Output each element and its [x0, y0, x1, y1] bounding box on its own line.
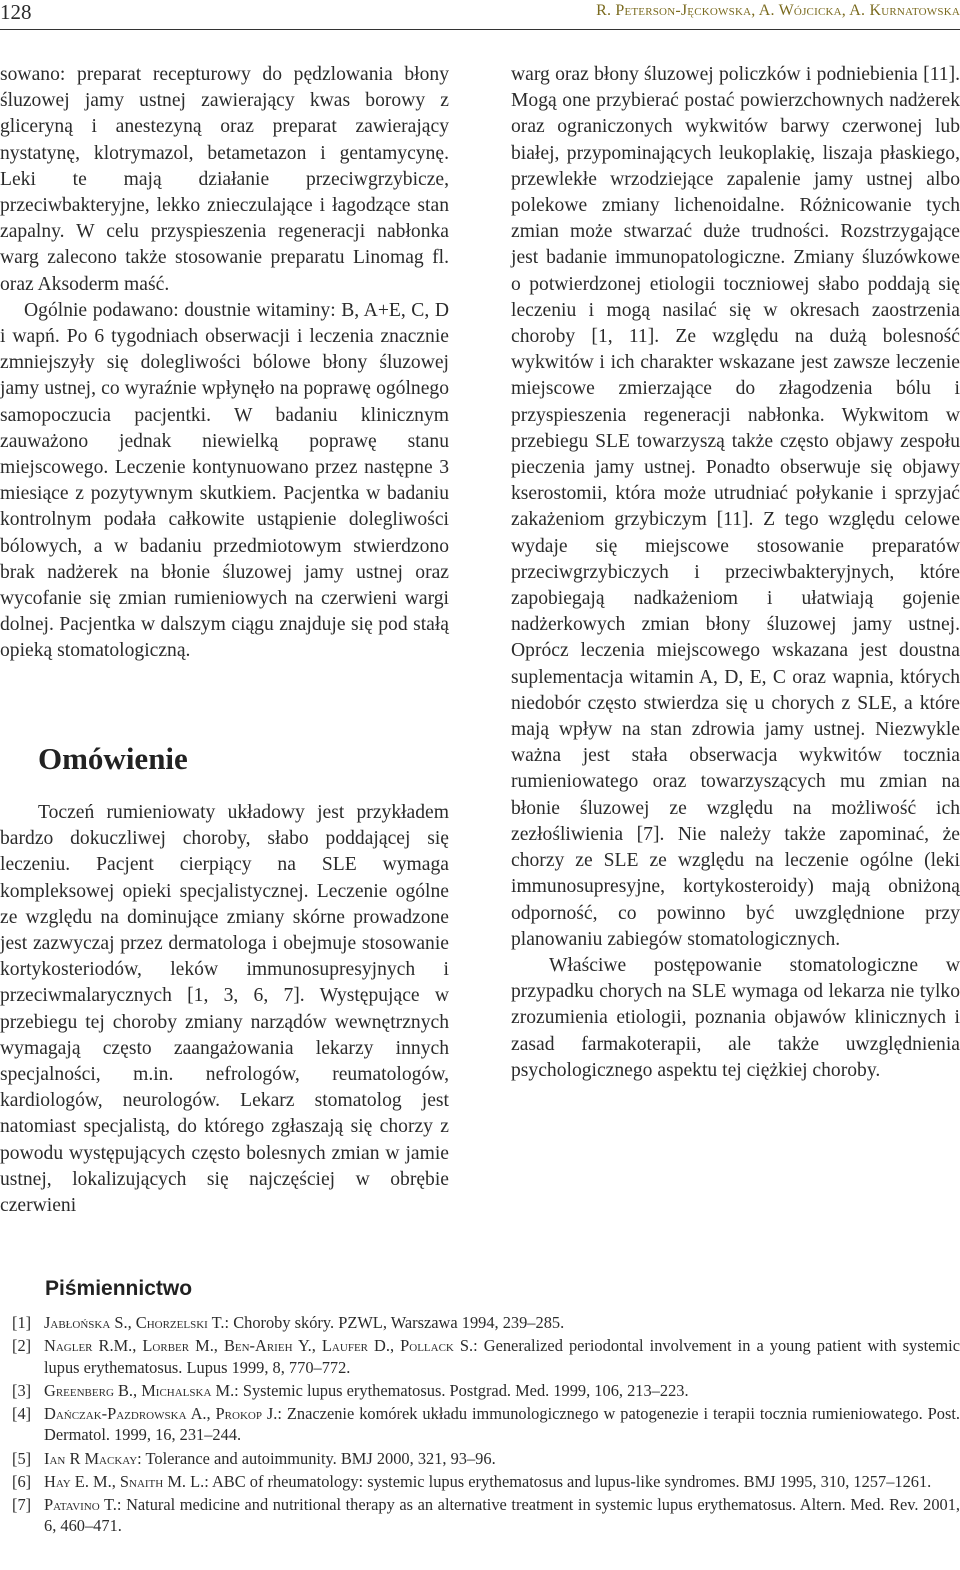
reference-authors: Patavino T.:: [44, 1494, 122, 1514]
running-head-authors: R. Peterson-Jęckowska, A. Wójcicka, A. Kurnatowska: [596, 2, 960, 19]
reference-number: [1]: [12, 1313, 32, 1332]
reference-authors: Nagler R.M., Lorber M., Ben-Arieh Y., Laufer D., Pollack S.:: [44, 1336, 478, 1356]
case-outcome-paragraph: Ogólnie podawano: doustnie witaminy: B, A+E, C, D i wapń. Po 6 tygodniach obserwacji i leczenia znacznie zmniejszyły się dolegliwości bólowe błony śluzowej jamy ustnej, co wyraźnie wpłynęło na poprawę ogólnego samopoczucia pacjentki. W badaniu klinicznym zauważono jednak niewielką poprawę stanu miejscowego. Leczenie kontynuowano przez następne 3 miesiące z pozytywnym skutkiem. Pacjentka w badaniu kontrolnym podała całkowite ustąpienie dolegliwości bólowych, a w badaniu przedmiotowym stwierdzono brak nadżerek na błonie śluzowej jamy ustnej oraz wycofanie się zmian rumieniowych na czerwieni wargi dolnej. Pacjentka w dalszym ciągu znajduje się pod stałą opieką stomatologiczną.: [0, 299, 449, 662]
reference-item: [0, 1403, 960, 1446]
page-number: 128: [0, 0, 32, 24]
discussion-paragraph: Toczeń rumieniowaty układowy jest przykładem bardzo dokuczliwej choroby, słabo poddającej się leczeniu. Pacjent cierpiący na SLE wymaga kompleksowej opieki specjalistycznej. Leczenie ogólne ze względu na dominujące zmiany skórne prowadzone jest zazwyczaj przez dermatologa i obejmuje stosowanie kortykosteriodów, leków immunosupresyjnych i przeciwmalarycznych [1, 3, 6, 7]. Występujące w przebiegu tej choroby zmiany narządów wewnętrznych wymagają często zaangażowania lekarzy innych specjalności, m.in. nefrologów, reumatologów, kardiologów, neurologów. Lekarz stomatolog jest natomiast specjalistą, do którego zgłaszają się chorzy z powodu występujących często bolesnych zmian w jamie ustnej, lokalizujących się najczęściej w obrębie czerwieni: [0, 802, 449, 1217]
reference-authors: Dańczak-Pazdrowska A., Prokop J.:: [44, 1403, 282, 1423]
conclusion-paragraph: Właściwe postępowanie stomatologiczne w przypadku chorych na SLE wymaga od lekarza nie tylko zrozumienia etiologii, poznania objawów klinicznych i zasad farmakoterapii, ale także uwzględnienia psychologicznego aspektu tej ciężkiej choroby.: [511, 954, 960, 1081]
references-list: [0, 1312, 960, 1538]
reference-item: [0, 1380, 960, 1402]
reference-number: [5]: [12, 1448, 32, 1468]
reference-authors: Hay E. M., Snaith M. L.:: [44, 1471, 209, 1491]
reference-authors: Greenberg B., Michalska M.:: [44, 1380, 239, 1400]
right-column-body: [511, 62, 960, 1084]
section-heading-discussion: Omówienie: [38, 741, 188, 776]
reference-authors: Ian R Mackay:: [44, 1448, 142, 1468]
reference-details: Znaczenie komórek układu immunologicznego w patogenezie i terapii tocznia rumieniowatego. Post. Dermatol. 1999, 16, 231–244.: [44, 1403, 960, 1445]
reference-details: Tolerance and autoimmunity. BMJ 2000, 321, 93–96.: [145, 1448, 496, 1468]
reference-number: [3]: [12, 1380, 32, 1400]
page-header: [0, 0, 960, 30]
reference-item: [0, 1448, 960, 1470]
reference-details: Natural medicine and nutritional therapy as an alternative treatment in systemic lupus erythematosus. Altern. Med. Rev. 2001, 6, 460–471.: [44, 1494, 960, 1536]
reference-number: [7]: [12, 1494, 32, 1514]
left-column-body: [0, 62, 449, 665]
reference-item: [0, 1494, 960, 1537]
discussion-body: [0, 800, 449, 1219]
reference-authors: Jabłońska S., Chorzelski T.:: [44, 1313, 230, 1332]
reference-details: ABC of rheumatology: systemic lupus erythematosus and lupus-like syndromes. BMJ 1995, 310, 1257–1261.: [211, 1471, 932, 1491]
reference-item: [0, 1312, 960, 1334]
reference-number: [4]: [12, 1403, 32, 1423]
reference-details: Choroby skóry. PZWL, Warszawa 1994, 239–285.: [233, 1313, 565, 1332]
reference-item: [0, 1471, 960, 1493]
case-treatment-paragraph: sowano: preparat recepturowy do pędzlowania błony śluzowej jamy ustnej zawierający kwas borowy z gliceryną i anestezyną oraz preparat zawierający nystatynę, klotrymazol, betametazon i gentamycynę. Leki te mają działanie przeciwgrzybicze, przeciwbakteryjne, lekko znieczulające i łagodzące stan zapalny. W celu przyspieszenia regeneracji nabłonka warg zalecono także stosowanie preparatu Linomag fl. oraz Aksoderm maść.: [0, 64, 449, 295]
reference-details: Systemic lupus erythematosus. Postgrad. Med. 1999, 106, 213–223.: [242, 1380, 689, 1400]
reference-number: [6]: [12, 1471, 32, 1491]
reference-details: Generalized periodontal involvement in a young patient with systemic lupus erythematosus. Lupus 1999, 8, 770–772.: [44, 1336, 960, 1377]
right-column-paragraph: warg oraz błony śluzowej policzków i podniebienia [11]. Mogą one przybierać postać powierzchownych nadżerek oraz ograniczonych wykwitów barwy czerwonej lub białej, przypominających leukoplakię, liszaja płaskiego, przewlekłe wrzodziejące zapalenie jamy ustnej albo polekowe zmiany lichenoidalne. Różnicowanie tych zmian może stwarzać duże trudności. Rozstrzygające jest badanie immunopatologiczne. Zmiany śluzówkowe o potwierdzonej etiologii toczniowej słabo poddają się leczeniu i mogą nasilać się w okresach zaostrzenia choroby [1, 11]. Ze względu na dużą bolesność wykwitów i ich charakter wskazane jest zawsze leczenie miejscowe zmierzające do złagodzenia bólu i przyspieszenia regeneracji nabłonka. Wykwitom w przebiegu SLE towarzyszą także często objawy zespołu pieczenia jamy ustnej. Ponadto obserwuje się objawy kserostomii, która może utrudniać połykanie i sprzyjać zakażeniom grzybiczym [11]. Z tego względu celowe wydaje się miejscowe stosowanie preparatów przeciwgrzybiczych i przeciwbakteryjnych, które zapobiegają nadkażeniom i ułatwiają gojenie nadżerkowych zmian błony śluzowej jamy ustnej. Oprócz leczenia miejscowego wskazana jest doustna suplementacja witamin A, D, E, C oraz wapnia, których niedobór często stwierdza się u chorych z SLE, a które mają wpływ na stan zdrowia jamy ustnej. Niezwykle ważna jest stała obserwacja wykwitów tocznia rumieniowatego oraz towarzyszących mu zmian na błonie śluzowej ze względu na możliwość ich zezłośliwienia [7]. Nie należy także zapominać, że chorzy ze SLE ze względu na leczenie ogólne (leki immunosupresyjne, kortykosteroidy) mają obniżoną odporność, co powinno być uwzględnione przy planowaniu zabiegów stomatologicznych.: [511, 64, 960, 950]
references-heading: Piśmiennictwo: [45, 1277, 193, 1300]
reference-item: [0, 1335, 960, 1378]
reference-number: [2]: [12, 1336, 32, 1356]
